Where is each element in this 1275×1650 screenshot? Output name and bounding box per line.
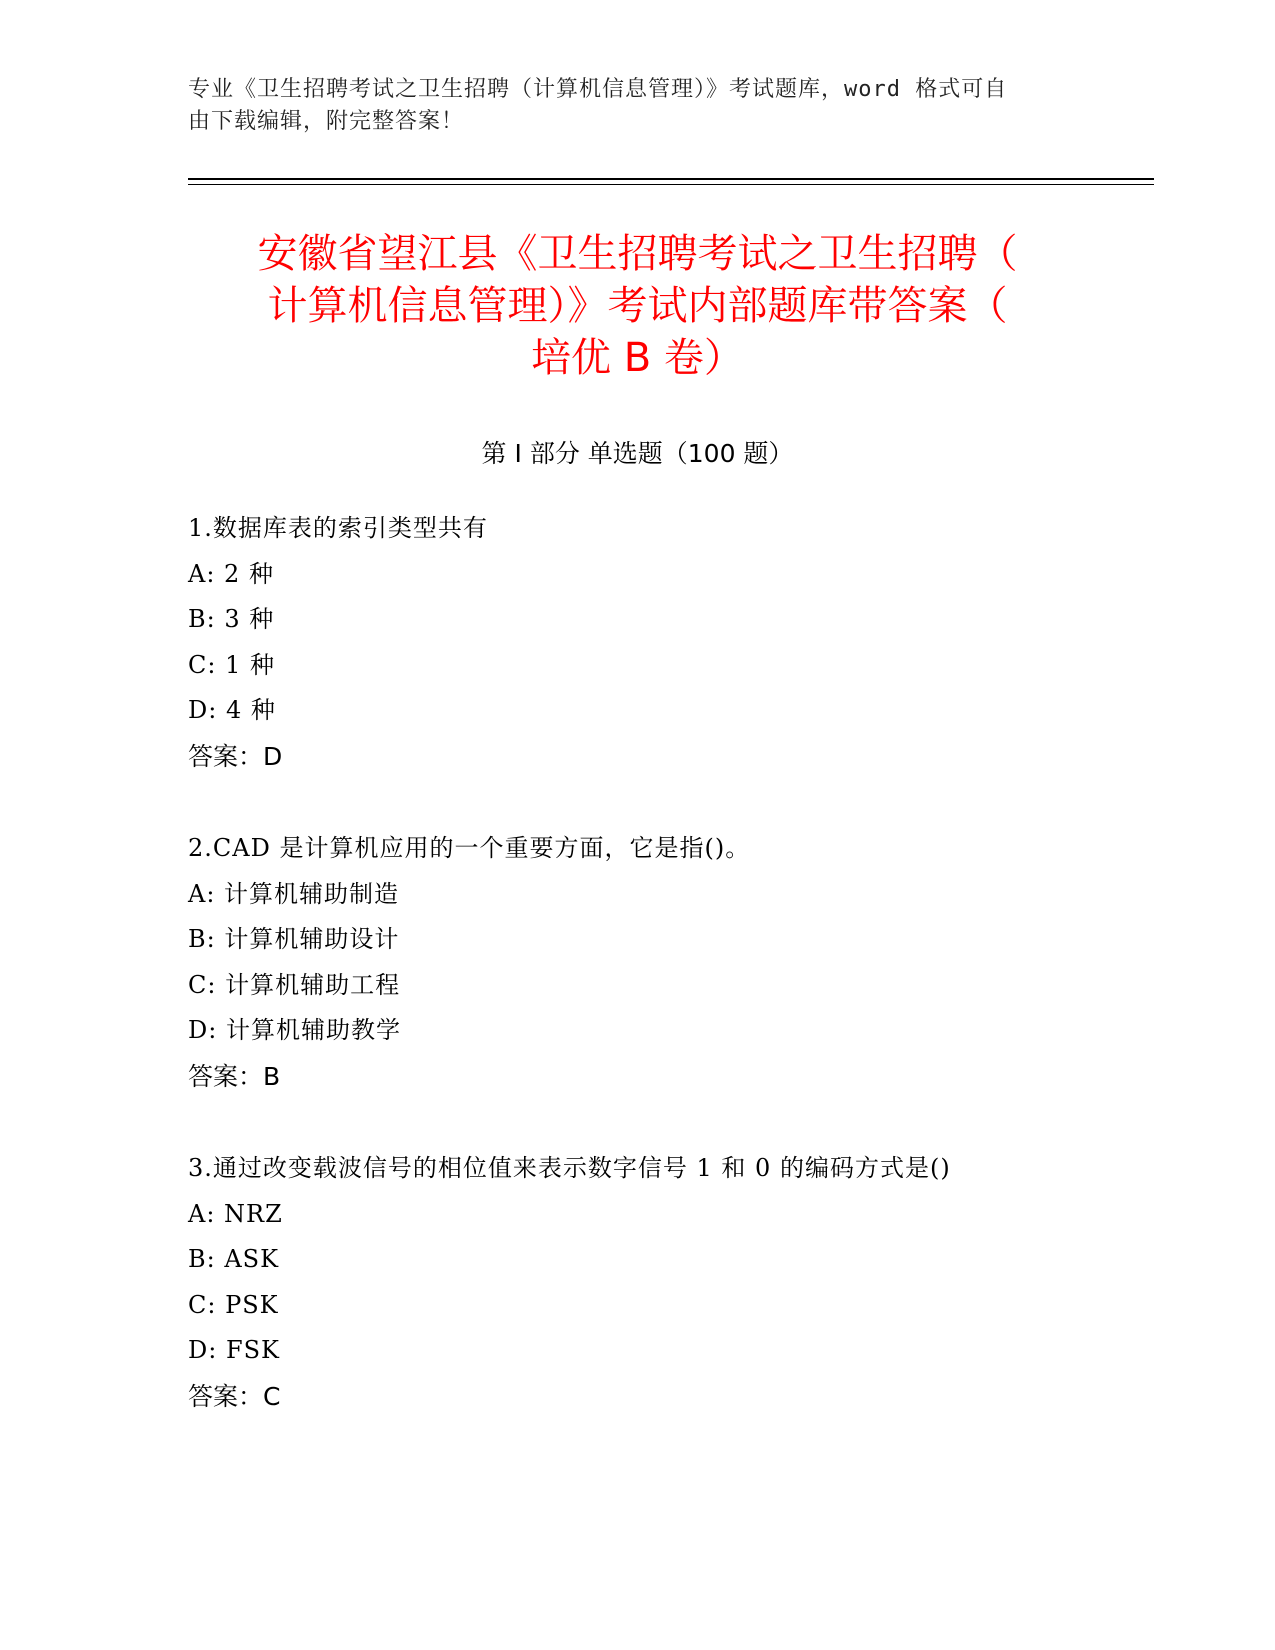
question-1 <box>188 506 1188 779</box>
option-b: B: ASK <box>188 1245 280 1273</box>
header-divider-thin <box>188 184 1154 185</box>
document-title-line-1: 安徽省望江县《卫生招聘考试之卫生招聘（ <box>257 231 1018 277</box>
document-title-line-3: 培优 B 卷） <box>531 335 744 381</box>
option-a: A: 计算机辅助制造 <box>188 879 400 908</box>
option-d: D: FSK <box>188 1336 280 1364</box>
answer-line: 答案：D <box>188 741 283 771</box>
question-stem: 3.通过改变载波信号的相位值来表示数字信号 1 和 0 的编码方式是() <box>188 1154 951 1182</box>
question-stem: 1.数据库表的索引类型共有 <box>188 514 488 542</box>
answer-line: 答案：B <box>188 1061 281 1091</box>
question-2 <box>188 826 1188 1099</box>
header-note <box>188 74 1088 138</box>
option-a: A: 2 种 <box>188 559 274 588</box>
option-b: B: 3 种 <box>188 605 275 633</box>
option-c: C: PSK <box>188 1290 279 1319</box>
document-title <box>150 228 1125 384</box>
option-b: B: 计算机辅助设计 <box>188 925 400 953</box>
question-3 <box>188 1146 1188 1419</box>
answer-line: 答案：C <box>188 1381 281 1411</box>
option-d: D: 计算机辅助教学 <box>188 1016 401 1044</box>
header-divider-thick <box>188 178 1154 180</box>
document-title-line-2: 计算机信息管理）》考试内部题库带答案（ <box>267 283 1008 329</box>
header-note-line-2: 由下载编辑，附完整答案！ <box>188 109 465 134</box>
option-d: D: 4 种 <box>188 696 276 724</box>
question-stem: 2.CAD 是计算机应用的一个重要方面，它是指()。 <box>188 834 751 862</box>
section-heading: 第 I 部分 单选题（100 题） <box>481 439 794 468</box>
option-c: C: 1 种 <box>188 650 275 679</box>
option-c: C: 计算机辅助工程 <box>188 970 401 999</box>
header-note-line-1: 专业《卫生招聘考试之卫生招聘（计算机信息管理）》考试题库，word 格式可自 <box>188 77 1008 102</box>
option-a: A: NRZ <box>188 1199 283 1228</box>
